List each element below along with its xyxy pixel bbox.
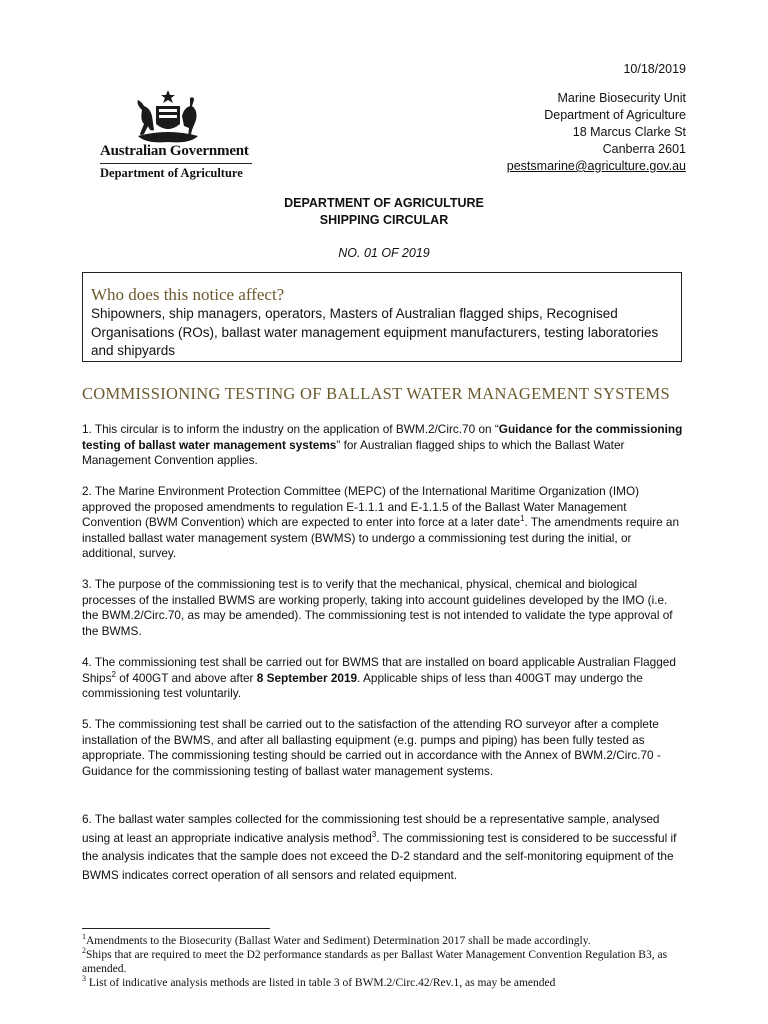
circular-number: NO. 01 OF 2019 (338, 246, 430, 260)
footnote-ref-2: 2 (111, 669, 116, 679)
department-name: Department of Agriculture (100, 166, 243, 180)
paragraph-6: 6. The ballast water samples collected for the commissioning test should be a representative sample, analysed using at least an appropriate indicative analysis method$^3$. The commissioning test is considered to be successful if the analysis indicates that the sample does not exceed the D-2 standard and the self-monitoring equipment of the BWMS indicates correct operation of all sensors and related equipment. (82, 812, 677, 882)
contact-email-link[interactable]: pestsmarine@agriculture.gov.au (506, 159, 686, 173)
address-department: Department of Agriculture (544, 108, 686, 122)
footnote-3: $^3$ List of indicative analysis methods are listed in table 3 of BWM.2/Circ.42/Rev.1, as may be amended (82, 974, 556, 989)
address-unit: Marine Biosecurity Unit (557, 91, 686, 105)
paragraph-4: 4. The commissioning test shall be carried out for BWMS that are installed on board applicable Australian Flagged Ships$^2$ of 400GT and above after 8 September 2019. Applicable ships of less than 400GT may undergo the commissioning test voluntarily. (82, 655, 676, 700)
government-name: Australian Government (100, 143, 249, 159)
footnote-2: $^2$Ships that are required to meet the D2 performance standards as per Ballast Water Management Convention Regulation B3, as amended. (82, 946, 668, 975)
notice-box (82, 272, 682, 362)
guidance-title-bold: Guidance for the commissioning testing of ballast water management systems (82, 422, 683, 452)
paragraph-2: 2. The Marine Environment Protection Committee (MEPC) of the International Maritime Organization (IMO) approved the proposed amendments to regulation E-1.1.1 and E-1.1.5 of the Ballast Water Management Convention (BWM Convention) which are expected to enter into force at a later date$^1$. The amendments require an installed ballast water management system (BWMS) to undergo a commissioning test during the initial, or additional, survey. (82, 484, 680, 560)
notice-title: Who does this notice affect? (91, 285, 285, 304)
footnote-ref-1: 1 (520, 514, 525, 524)
address-street: 18 Marcus Clarke St (572, 125, 686, 139)
circular-date: 10/18/2019 (623, 62, 686, 76)
deadline-date-bold: 8 September 2019 (256, 670, 358, 685)
footnote-ref-3: 3 (371, 829, 377, 839)
footnotes (82, 934, 682, 990)
paragraph-5: 5. The commissioning test shall be carried out to the satisfaction of the attending RO surveyor after a complete installation of the BWMS, and after all ballasting equipment (e.g. pumps and piping) has been fully tested as appropriate. The commissioning testing should be carried out in accordance with the Annex of BWM.2/Circ.70 - Guidance for the commissioning testing of ballast water management systems. (82, 717, 661, 778)
footnote-1: $^1$Amendments to the Biosecurity (Ballast Water and Sediment) Determination 2017 shall be made accordingly. (82, 932, 591, 947)
footnote-divider (82, 928, 270, 929)
logo-divider (100, 163, 252, 164)
coat-of-arms-icon (120, 90, 216, 144)
paragraph-1: 1. This circular is to inform the industry on the application of BWM.2/Circ.70 on “Guidance for the commissioning testing of ballast water management systems” for Australian flagged ships to which the Ballast Water Management Convention applies. (82, 422, 683, 467)
address-city: Canberra 2601 (602, 142, 686, 156)
paragraph-3: 3. The purpose of the commissioning test is to verify that the mechanical, physical, chemical and biological processes of the installed BWMS are working properly, taking into account guidelines developed by the IMO (i.e. the BWM.2/Circ.70, as may be amended). The commissioning test is not intended to validate the type approval of the BWMS. (82, 577, 673, 638)
heading-department: DEPARTMENT OF AGRICULTURE (284, 196, 484, 210)
section-title: COMMISSIONING TESTING OF BALLAST WATER MANAGEMENT SYSTEMS (82, 384, 670, 403)
heading-circular: SHIPPING CIRCULAR (319, 213, 449, 227)
sender-address (507, 90, 686, 175)
notice-body: Shipowners, ship managers, operators, Masters of Australian flagged ships, Recognised Organisations (ROs), ballast water management equipment manufacturers, testing laboratories and shipyards (91, 306, 659, 358)
